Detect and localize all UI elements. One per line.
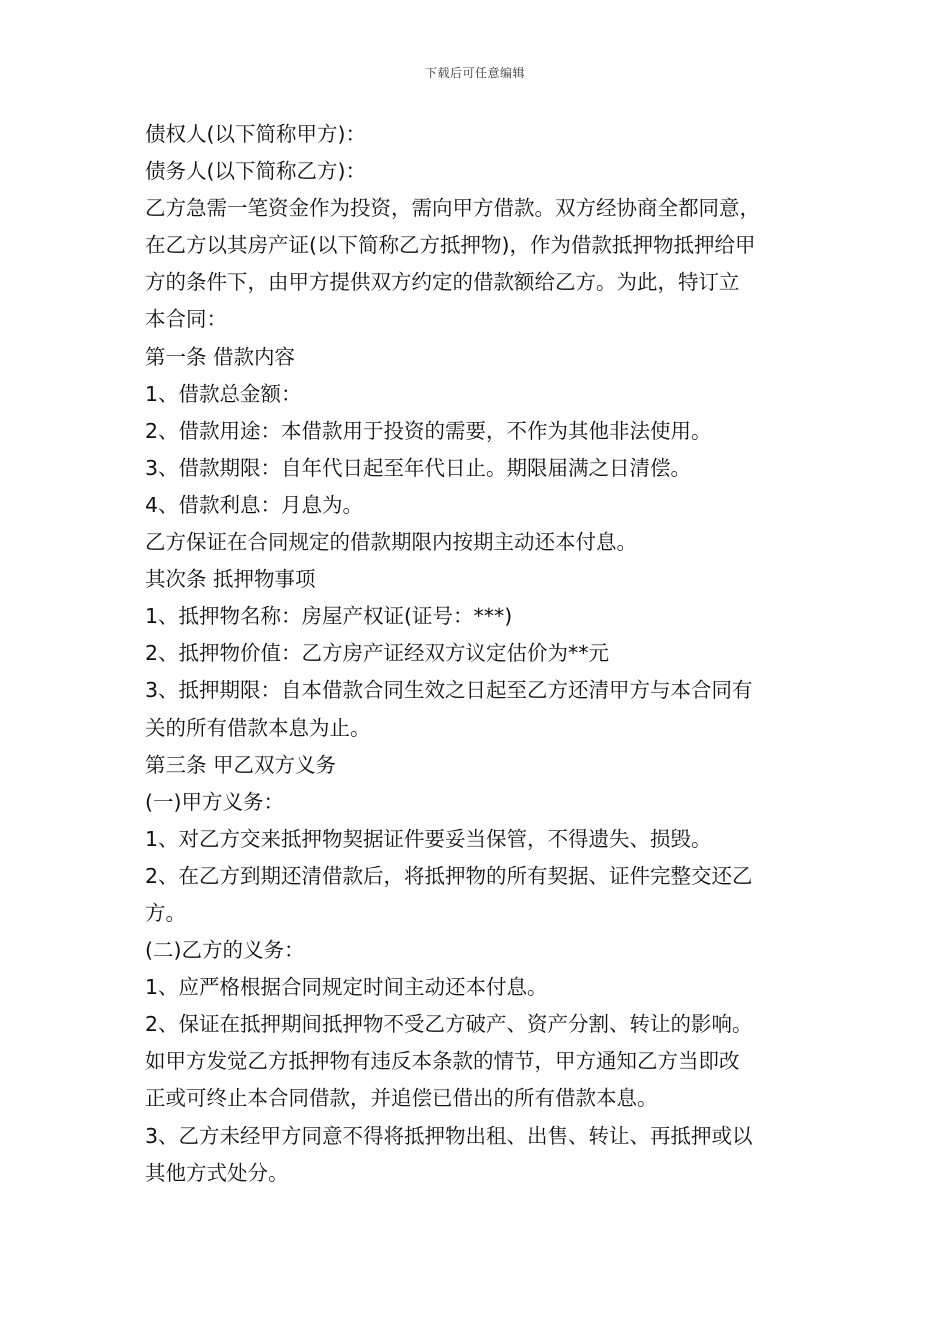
party-a-duty: 2、在乙方到期还清借款后，将抵押物的所有契据、证件完整交还乙 (145, 863, 753, 888)
party-b-duty: 3、乙方未经甲方同意不得将抵押物出租、出售、转让、再抵押或以 (145, 1123, 753, 1148)
preamble-line: 方的条件下，由甲方提供双方约定的借款额给乙方。为此，特订立 (145, 270, 740, 295)
creditor-line: 债权人(以下简称甲方)： (145, 122, 366, 146)
article-1-item: 4、借款利息：月息为。 (145, 492, 364, 517)
party-a-duty: 1、对乙方交来抵押物契据证件要妥当保管，不得遗失、损毁。 (145, 826, 712, 851)
article-2-item: 2、抵押物价值：乙方房产证经双方议定估价为**元 (145, 641, 610, 666)
article-1-item: 2、借款用途：本借款用于投资的需要，不作为其他非法使用。 (145, 418, 712, 443)
article-1-heading: 第一条 借款内容 (145, 344, 296, 369)
article-2-heading: 其次条 抵押物事项 (145, 567, 316, 592)
party-b-duty: 2、保证在抵押期间抵押物不受乙方破产、资产分割、转让的影响。 (145, 1012, 753, 1037)
page-header-note: 下载后可任意编辑 (424, 66, 525, 80)
party-b-duties-heading: (二)乙方的义务： (145, 938, 305, 963)
article-2-item: 1、抵押物名称：房屋产权证(证号：***) (145, 604, 513, 629)
article-1-item: 1、借款总金额： (145, 381, 302, 406)
debtor-line: 债务人(以下简称乙方)： (145, 159, 366, 184)
party-b-duty: 1、应严格根据合同规定时间主动还本付息。 (145, 975, 548, 1000)
article-3-heading: 第三条 甲乙双方义务 (145, 752, 337, 777)
article-2-item: 3、抵押期限：自本借款合同生效之日起至乙方还清甲方与本合同有 (145, 678, 753, 703)
contract-body (145, 116, 815, 1192)
article-1-item: 3、借款期限：自年代日起至年代日止。期限届满之日清偿。 (145, 455, 692, 480)
party-a-duties-heading: (一)甲方义务： (145, 789, 284, 814)
party-b-duty-continued: 其他方式处分。 (145, 1160, 289, 1185)
party-b-duty-continued: 正或可终止本合同借款，并追偿已借出的所有借款本息。 (145, 1086, 658, 1111)
article-1-guarantee: 乙方保证在合同规定的借款期限内按期主动还本付息。 (145, 530, 637, 555)
party-b-duty-continued: 如甲方发觉乙方抵押物有违反本条款的情节，甲方通知乙方当即改 (145, 1049, 740, 1074)
party-a-duty-continued: 方。 (145, 900, 186, 925)
preamble-line: 在乙方以其房产证(以下简称乙方抵押物)，作为借款抵押物抵押给甲 (145, 233, 756, 258)
preamble-line: 乙方急需一笔资金作为投资，需向甲方借款。双方经协商全都同意， (145, 196, 760, 221)
preamble-line: 本合同： (145, 307, 227, 332)
article-2-item-continued: 关的所有借款本息为止。 (145, 715, 371, 740)
